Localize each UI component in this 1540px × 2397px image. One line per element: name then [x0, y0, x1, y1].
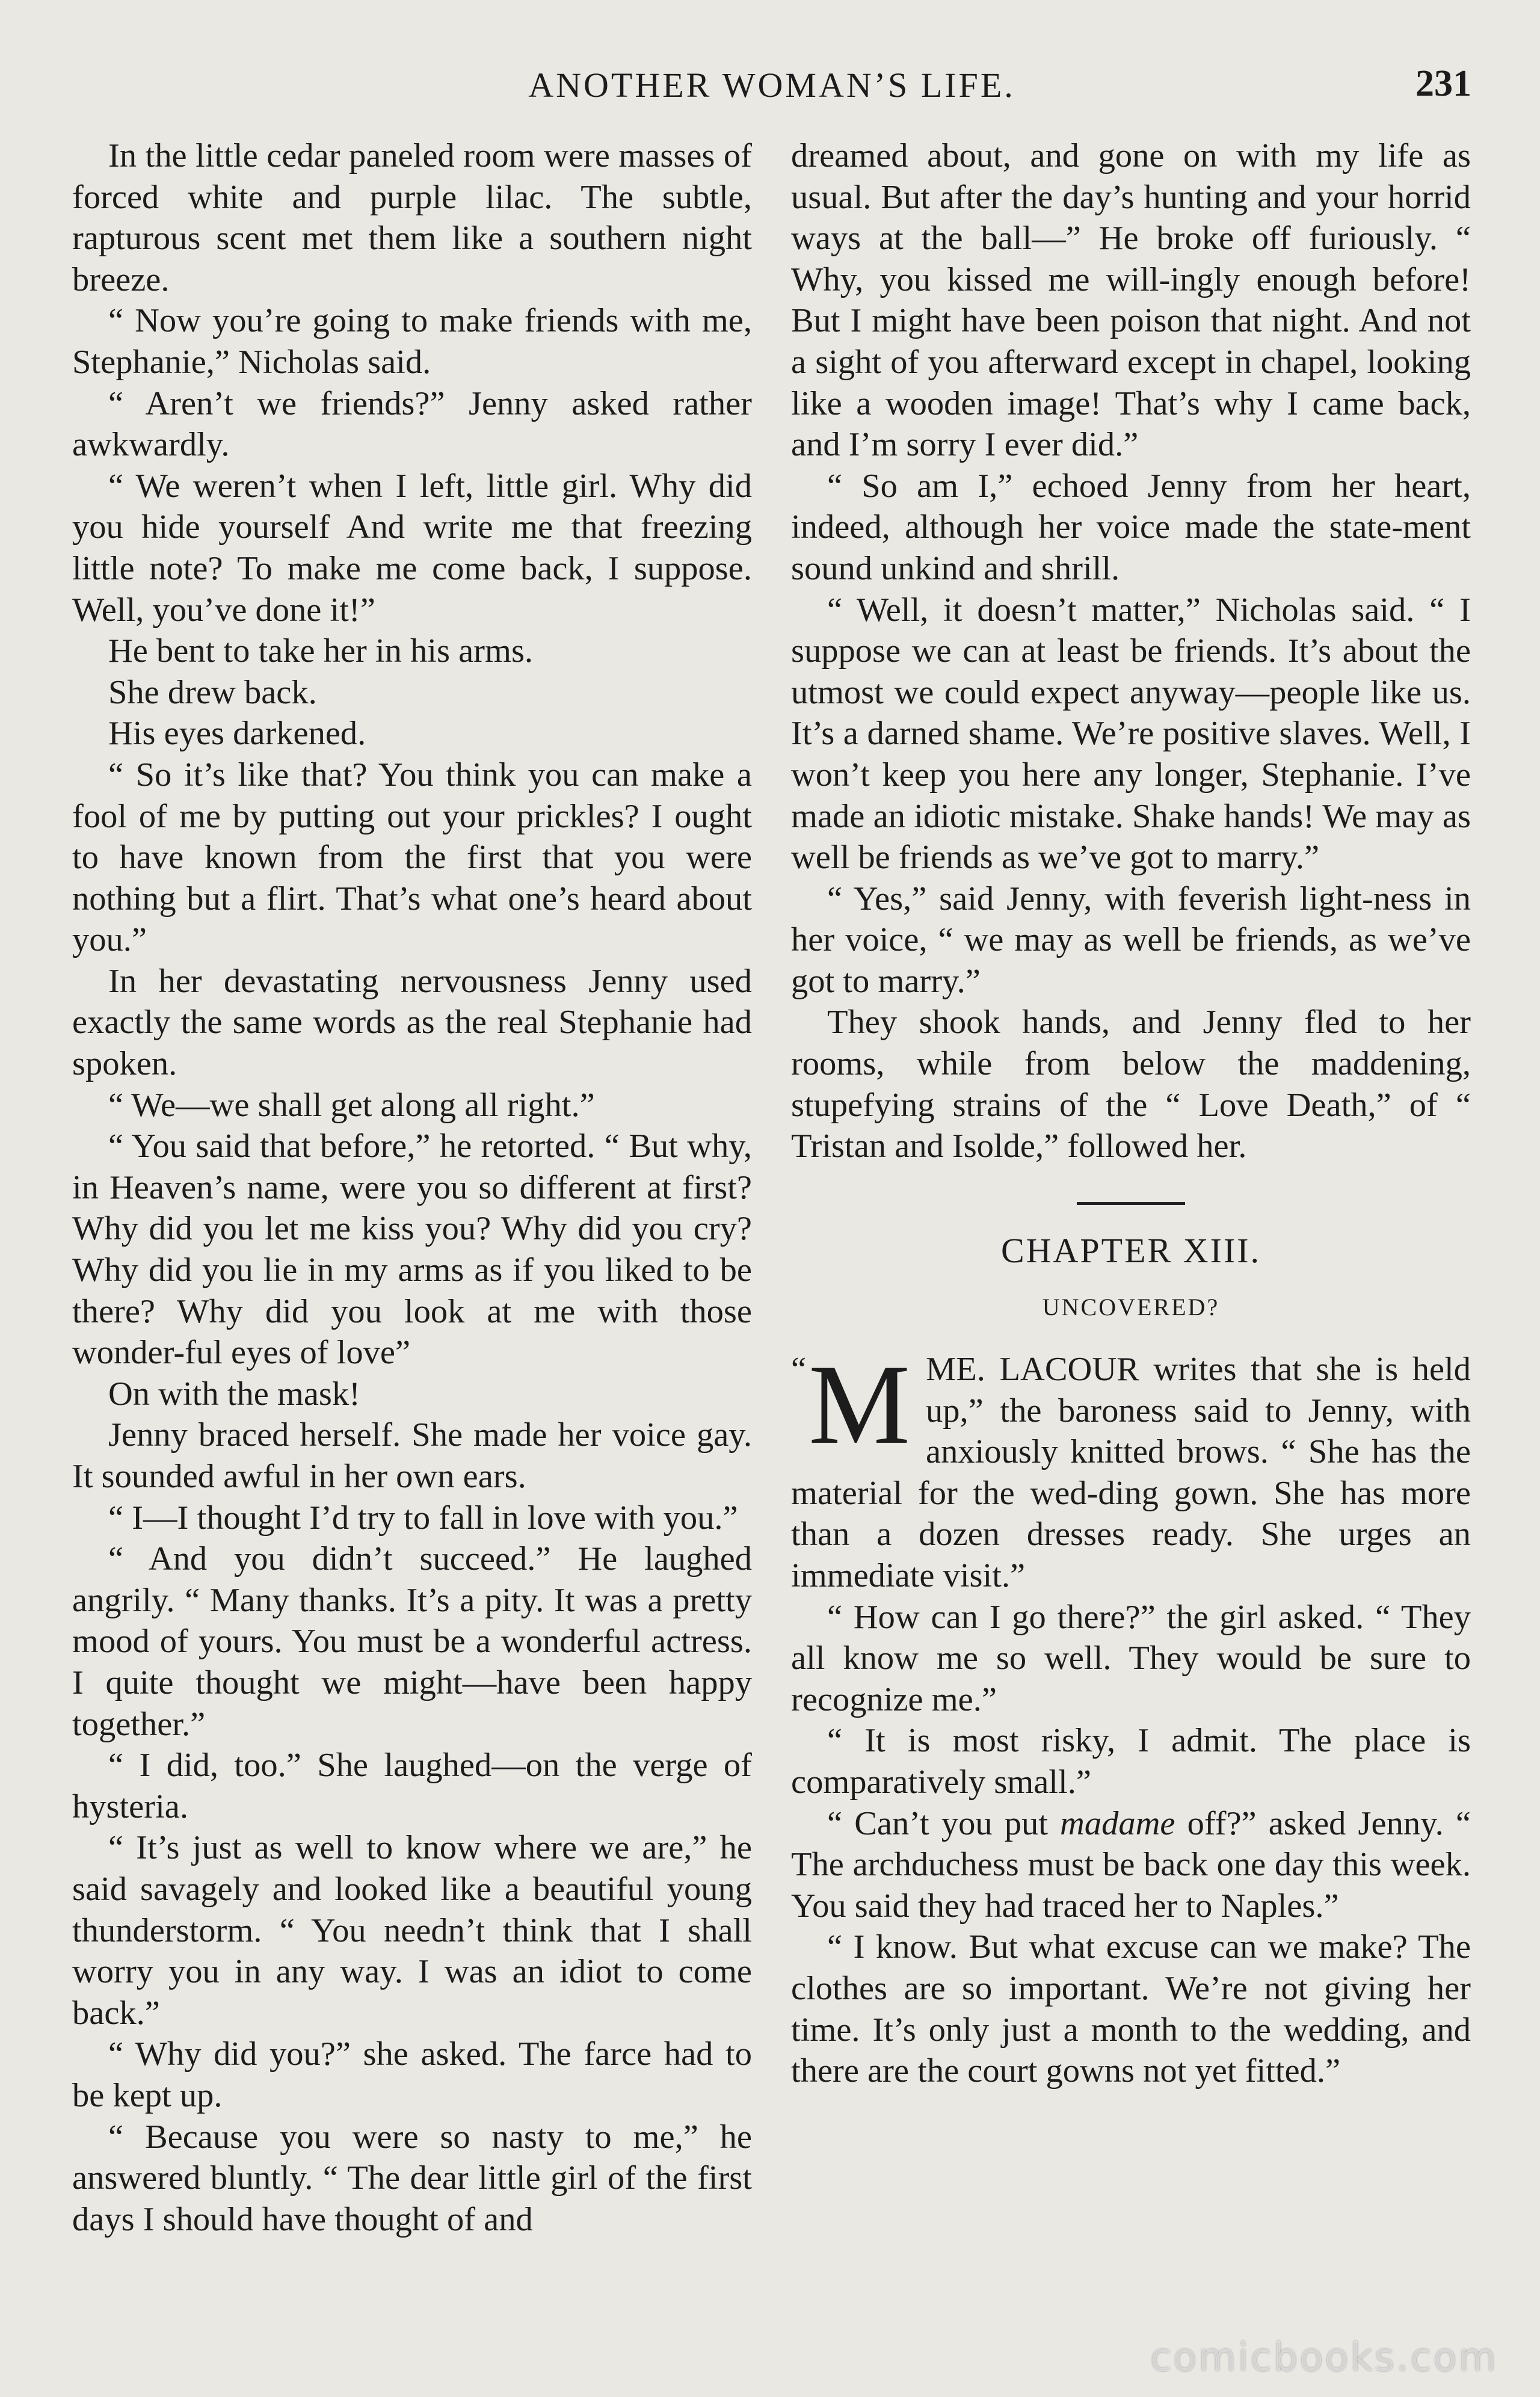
- chapter-opening-paragraph: [791, 1342, 1471, 1597]
- paragraph-text: ME. LACOUR writes that she is held up,” the baroness said to Jenny, with anxiously knitted brows. “ She has the material for the wed-ding gown. She has more than a dozen dresses ready. She urges an immediate visit.”: [791, 1351, 1471, 1594]
- paragraph: “ Well, it doesn’t matter,” Nicholas said. “ I suppose we can at least be friends. It’s about the utmost we could expect anyway—people like us. It’s a darned shame. We’re positive slaves. Well, I won’t keep you here any longer, Stephanie. I’ve made an idiotic mistake. Shake hands! We may as well be friends as we’ve got to marry.”: [791, 591, 1471, 877]
- paragraph: He bent to take her in his arms.: [108, 632, 534, 670]
- paragraph: “ We—we shall get along all right.”: [108, 1086, 595, 1124]
- paragraph: “ Why did you?” she asked. The farce had to be kept up.: [72, 2035, 752, 2114]
- right-column: [791, 135, 1471, 2092]
- paragraph-text: “ Can’t you put: [827, 1804, 1061, 1842]
- paragraph: “ I know. But what excuse can we make? The clothes are so important. We’re not giving her time. It’s only just a month to the wedding, and there are the court gowns not yet fitted.”: [791, 1928, 1471, 2090]
- paragraph: “ Now you’re going to make friends with me, Stephanie,” Nicholas said.: [72, 302, 752, 381]
- page-header: [72, 60, 1471, 114]
- paragraph: “ So it’s like that? You think you can make a fool of me by putting out your prickles? I ought to have known from the first that you were nothing but a flirt. That’s what one’s heard about you.”: [72, 756, 752, 959]
- paragraph: “ And you didn’t succeed.” He laughed angrily. “ Many thanks. It’s a pity. It was a pretty mood of yours. You must be a wonderful actress. I quite thought we might—have been happy together.”: [72, 1540, 752, 1743]
- opening-quote-mark: “: [791, 1351, 807, 1389]
- paragraph: “ We weren’t when I left, little girl. Why did you hide yourself And write me that freezing little note? To make me come back, I suppose. Well, you’ve done it!”: [72, 467, 752, 629]
- paragraph: “ Because you were so nasty to me,” he answered bluntly. “ The dear little girl of the first days I should have thought of and: [72, 2118, 752, 2238]
- paragraph: [791, 1803, 1471, 1927]
- paragraph: Jenny braced herself. She made her voice gay. It sounded awful in her own ears.: [72, 1416, 752, 1495]
- paragraph: “ Aren’t we friends?” Jenny asked rather awkwardly.: [72, 384, 752, 464]
- chapter-heading: CHAPTER XIII.: [1000, 1230, 1261, 1270]
- left-column: [72, 135, 752, 2240]
- paragraph: “ You said that before,” he retorted. “ But why, in Heaven’s name, were you so different at first? Why did you let me kiss you? Why did you cry? Why did you lie in my arms as if you liked to be there? Why did you look at me with those wonder-ful eyes of love”: [72, 1128, 752, 1372]
- italic-word: madame: [1060, 1804, 1175, 1842]
- paragraph: “ How can I go there?” the girl asked. “ They all know me so well. They would be sure to recognize me.”: [791, 1598, 1471, 1718]
- drop-cap: M: [808, 1342, 911, 1469]
- paragraph: She drew back.: [108, 673, 317, 711]
- paragraph: His eyes darkened.: [108, 715, 366, 753]
- paragraph: “ It is most risky, I admit. The place is comparatively small.”: [791, 1722, 1471, 1801]
- paragraph: “ I—I thought I’d try to fall in love with you.”: [108, 1499, 738, 1537]
- paragraph: In her devastating nervousness Jenny used exactly the same words as the real Stephanie had spoken.: [72, 962, 752, 1083]
- watermark: comicbooks.com: [1150, 2336, 1498, 2380]
- page-number: 231: [1415, 63, 1471, 104]
- paragraph: On with the mask!: [108, 1375, 360, 1413]
- paragraph: They shook hands, and Jenny fled to her rooms, while from below the maddening, stupefying strains of the “ Love Death,” of “ Tristan and Isolde,” followed her.: [791, 1004, 1471, 1165]
- paragraph: In the little cedar paneled room were masses of forced white and purple lilac. The subtle, rapturous scent met them like a southern night breeze.: [72, 137, 752, 298]
- chapter-subtitle: UNCOVERED?: [1042, 1294, 1220, 1321]
- paragraph: “ It’s just as well to know where we are,” he said savagely and looked like a beautiful young thunderstorm. “ You needn’t think that I shall worry you in any way. I was an idiot to come back.”: [72, 1829, 752, 2032]
- paragraph: “ So am I,” echoed Jenny from her heart, indeed, although her voice made the state-ment sound unkind and shrill.: [791, 467, 1471, 587]
- paragraph: “ I did, too.” She laughed—on the verge of hysteria.: [72, 1747, 752, 1825]
- running-title: ANOTHER WOMAN’S LIFE.: [528, 66, 1015, 105]
- section-divider: [1077, 1202, 1185, 1205]
- paragraph-continued: dreamed about, and gone on with my life as usual. But after the day’s hunting and your horrid ways at the ball—” He broke off furiously. “ Why, you kissed me will-ingly enough before! But I might have been poison that night. And not a sight of you afterward except in chapel, looking like a wooden image! That’s why I came back, and I’m sorry I ever did.”: [791, 137, 1471, 464]
- paragraph: “ Yes,” said Jenny, with feverish light-ness in her voice, “ we may as well be friends, as we’ve got to marry.”: [791, 880, 1471, 1000]
- paragraph-text: off?” asked Jenny. “ The archduchess must be back one day this week. You said they had traced her to Naples.”: [791, 1804, 1471, 1925]
